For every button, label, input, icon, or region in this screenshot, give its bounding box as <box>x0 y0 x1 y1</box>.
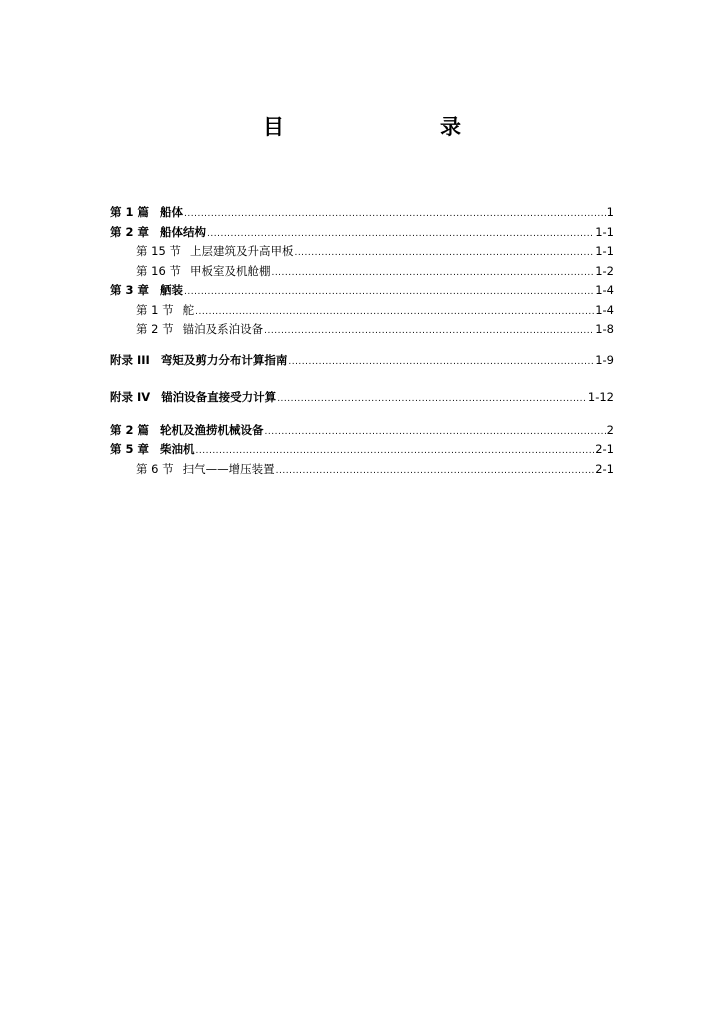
toc-leader-dots <box>288 353 594 373</box>
toc-leader-dots <box>264 322 594 342</box>
toc-entry-page: 1-4 <box>595 302 614 317</box>
toc-entry-title: 柴油机 <box>160 442 195 456</box>
toc-entry-title: 锚泊及系泊设备 <box>182 322 264 336</box>
toc-entry[interactable] <box>110 460 614 480</box>
toc-entry-page: 1-8 <box>595 322 614 336</box>
table-of-contents <box>110 203 614 479</box>
page-title: 目 录 <box>263 115 499 139</box>
toc-entry-number: 第 1 节 <box>136 302 174 317</box>
toc-entry-number: 第 2 篇 <box>110 422 150 437</box>
toc-entry-page: 1-12 <box>587 390 614 404</box>
toc-entry[interactable] <box>110 421 614 441</box>
toc-entry[interactable] <box>110 262 614 282</box>
toc-entry-number: 第 5 章 <box>110 442 150 456</box>
toc-entry-title: 舵 <box>182 302 195 317</box>
toc-leader-dots <box>184 283 594 303</box>
toc-entry-title: 弯矩及剪力分布计算指南 <box>160 352 288 367</box>
toc-entry-title: 上层建筑及升高甲板 <box>189 244 294 258</box>
toc-entry-page: 1-9 <box>595 352 614 367</box>
toc-entry[interactable] <box>110 351 614 371</box>
toc-entry-number: 第 6 节 <box>136 461 174 476</box>
toc-entry-page: 2-1 <box>595 442 614 456</box>
toc-entry-number: 第 2 节 <box>136 322 174 336</box>
toc-entry[interactable] <box>110 223 614 243</box>
toc-leader-dots <box>271 264 594 284</box>
toc-entry-title: 锚泊设备直接受力计算 <box>161 390 277 404</box>
toc-entry[interactable] <box>110 320 614 340</box>
toc-entry-title: 扫气——增压装置 <box>182 461 275 476</box>
toc-entry-number: 第 3 章 <box>110 283 150 297</box>
toc-entry[interactable] <box>110 203 614 223</box>
toc-entry-number: 附录 III <box>110 352 150 367</box>
toc-entry-title: 舾装 <box>160 283 184 297</box>
toc-entry-title: 甲板室及机舱棚 <box>189 263 271 278</box>
toc-entry-number: 附录 IV <box>110 390 151 404</box>
toc-entry-number: 第 2 章 <box>110 224 150 239</box>
toc-entry[interactable] <box>110 301 614 321</box>
toc-entry-number: 第 15 节 <box>136 244 181 258</box>
toc-entry-title: 轮机及渔捞机械设备 <box>160 422 264 437</box>
toc-leader-dots <box>276 462 595 482</box>
toc-entry[interactable] <box>110 281 614 301</box>
toc-entry-page: 1-2 <box>595 263 614 278</box>
toc-leader-dots <box>265 423 606 443</box>
toc-entry-page: 1-4 <box>595 283 614 297</box>
toc-entry[interactable] <box>110 440 614 460</box>
toc-leader-dots <box>184 205 606 225</box>
toc-entry-page: 2 <box>606 422 614 437</box>
toc-entry[interactable] <box>110 242 614 262</box>
toc-leader-dots <box>277 390 587 410</box>
toc-entry-title: 船体 <box>160 205 184 219</box>
toc-entry-number: 第 16 节 <box>136 263 181 278</box>
toc-entry-number: 第 1 篇 <box>110 205 150 219</box>
toc-entry-page: 1-1 <box>595 244 614 258</box>
toc-entry-page: 1 <box>606 205 614 219</box>
toc-entry-page: 2-1 <box>595 461 614 476</box>
toc-entry[interactable] <box>110 388 614 408</box>
toc-entry-page: 1-1 <box>595 224 614 239</box>
toc-leader-dots <box>294 244 594 264</box>
toc-entry-title: 船体结构 <box>160 224 207 239</box>
